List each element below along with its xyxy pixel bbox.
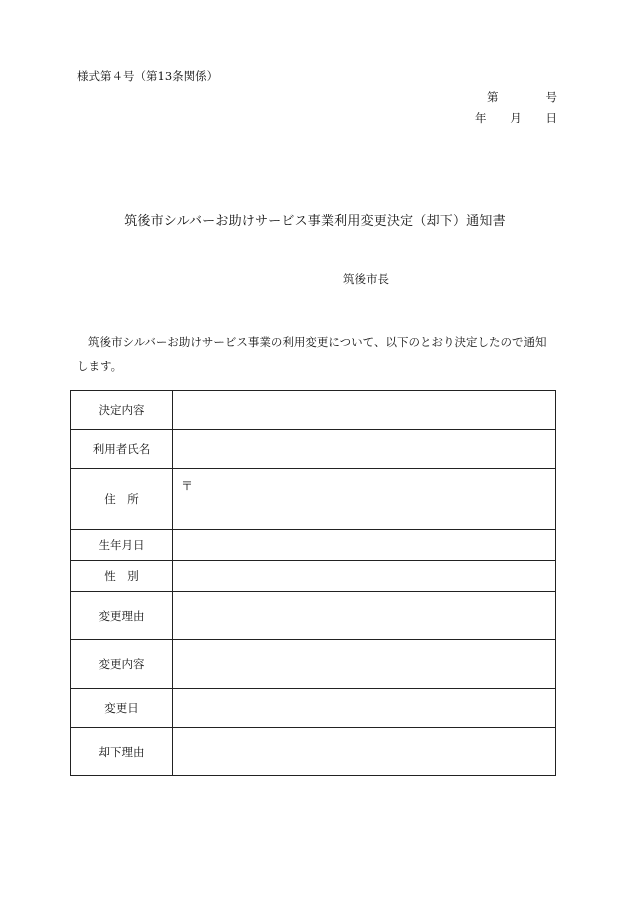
- table-row: [71, 640, 556, 689]
- document-title: 筑後市シルバーお助けサービス事業利用変更決定（却下）通知書: [124, 214, 506, 229]
- document-number: [487, 89, 557, 105]
- row-value-change-reason[interactable]: [173, 592, 556, 640]
- form-number: 様式第４号（第13条関係）: [77, 69, 219, 83]
- row-label-birthdate: 生年月日: [71, 530, 173, 561]
- document-date: [475, 110, 557, 126]
- row-value-user-name[interactable]: [173, 430, 556, 469]
- table-row: [71, 430, 556, 469]
- body-text: 筑後市シルバーお助けサービス事業の利用変更について、以下のとおり決定したので通知します。: [77, 335, 547, 373]
- postal-mark: 〒: [181, 479, 194, 493]
- row-label-change-reason: 変更理由: [71, 592, 173, 640]
- document-number-suffix: 号: [545, 90, 557, 104]
- row-value-address[interactable]: [173, 469, 556, 530]
- table-row: [71, 728, 556, 776]
- detail-table: [70, 390, 556, 776]
- table-row: [71, 469, 556, 530]
- row-label-user-name: 利用者氏名: [71, 430, 173, 469]
- table-row: [71, 592, 556, 640]
- row-label-rejection-reason: 却下理由: [71, 728, 173, 776]
- row-label-change-date: 変更日: [71, 689, 173, 728]
- row-value-decision[interactable]: [173, 391, 556, 430]
- issuer: 筑後市長: [343, 272, 389, 286]
- document-number-prefix: 第: [487, 90, 499, 104]
- row-value-birthdate[interactable]: [173, 530, 556, 561]
- row-label-gender: 性 別: [71, 561, 173, 592]
- row-label-address: 住 所: [71, 469, 173, 530]
- table-row: [71, 391, 556, 430]
- date-day: 日: [545, 111, 557, 125]
- row-label-decision: 決定内容: [71, 391, 173, 430]
- table-row: [71, 689, 556, 728]
- row-value-rejection-reason[interactable]: [173, 728, 556, 776]
- table-row: [71, 530, 556, 561]
- table-row: [71, 561, 556, 592]
- date-year: 年: [475, 111, 487, 125]
- date-month: 月: [510, 111, 522, 125]
- row-label-change-content: 変更内容: [71, 640, 173, 689]
- row-value-change-content[interactable]: [173, 640, 556, 689]
- row-value-gender[interactable]: [173, 561, 556, 592]
- row-value-change-date[interactable]: [173, 689, 556, 728]
